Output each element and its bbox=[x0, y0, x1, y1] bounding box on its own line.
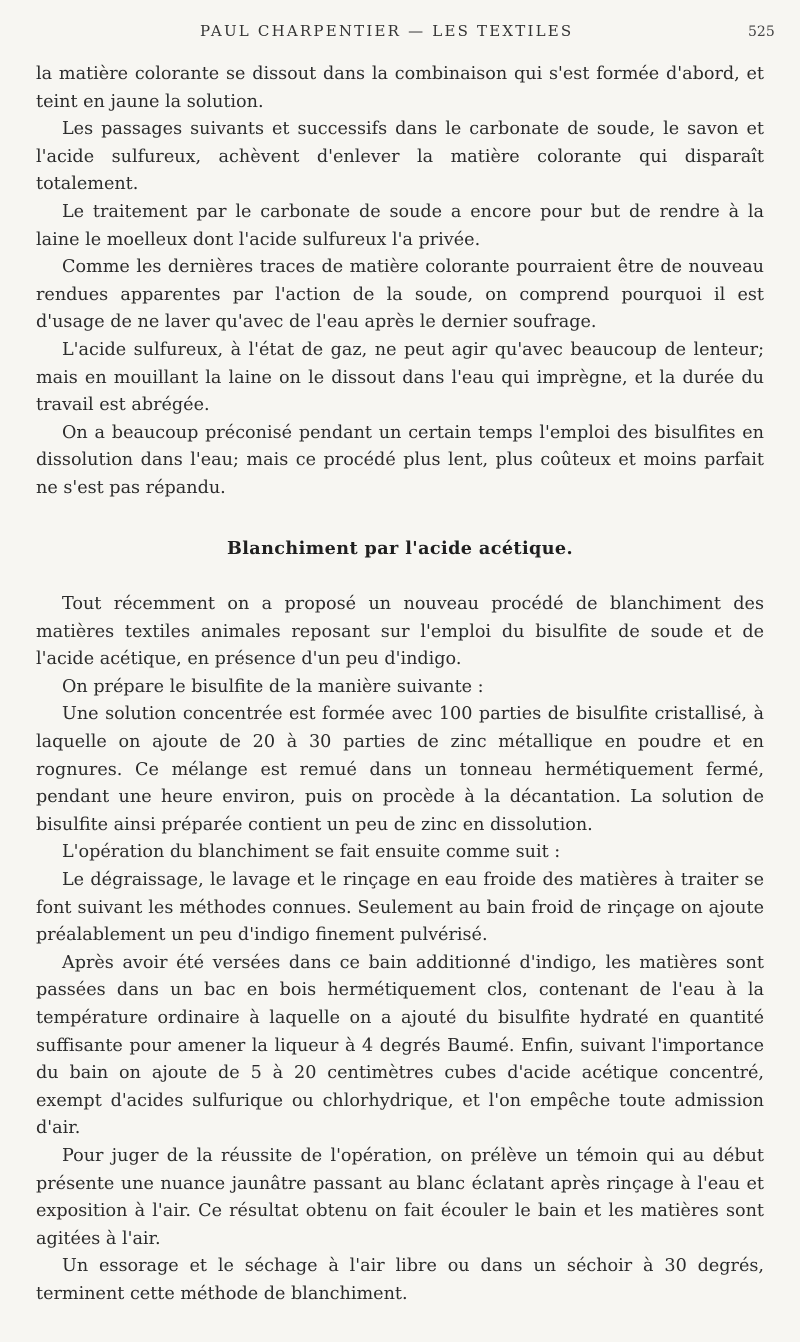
paragraph: L'acide sulfureux, à l'état de gaz, ne peut agir qu'avec beaucoup de lenteur; mais en mouillant la laine on le dissout dans l'eau qui imprègne, et la durée du travail est abrégée. bbox=[36, 339, 764, 416]
paragraph: Tout récemment on a proposé un nouveau procédé de blanchiment des matières textiles animales reposant sur l'emploi du bisulfite de soude et de l'acide acétique, en présence d'un peu d'indigo. bbox=[36, 594, 764, 670]
paragraph: Le traitement par le carbonate de soude a encore pour but de rendre à la laine le moelleux dont l'acide sulfureux l'a privée. bbox=[36, 201, 764, 250]
section-heading: Blanchiment par l'acide acétique. bbox=[226, 537, 574, 559]
paragraph: Après avoir été versées dans ce bain additionné d'indigo, les matières sont passées dans un bac en bois hermétiquement clos, contenant de l'eau à la température ordinaire à laquelle on a ajouté du bisulfite hydraté en quantité suffisante pour amener la liqueur à 4 degrés Baumé. Enfin, suivant l'importance du bain on ajoute de 5 à 20 centimètres cubes d'acide acétique concentré, exempt d'acides sulfurique ou chlorhydrique, et l'on empêche toute admission d'air. bbox=[36, 952, 764, 1139]
body-text bbox=[36, 61, 764, 1309]
paragraph: Comme les dernières traces de matière colorante pourraient être de nouveau rendues apparentes par l'action de la soude, on comprend pourquoi il est d'usage de ne laver qu'avec de l'eau après le dernier soufrage. bbox=[36, 257, 764, 333]
paragraph: Un essorage et le séchage à l'air libre ou dans un séchoir à 30 degrés, terminent cette méthode de blanchiment. bbox=[36, 1256, 764, 1304]
paragraph: la matière colorante se dissout dans la combinaison qui s'est formée d'abord, et teint en jaune la solution. bbox=[36, 64, 764, 112]
paragraph: Le dégraissage, le lavage et le rinçage en eau froide des matières à traiter se font suivant les méthodes connues. Seulement au bain froid de rinçage on ajoute préalablement un peu d'indigo finement pulvérisé. bbox=[36, 870, 764, 946]
paragraph: Les passages suivants et successifs dans le carbonate de soude, le savon et l'acide sulfureux, achèvent d'enlever la matière colorante qui disparaît totalement. bbox=[36, 119, 764, 195]
page-number: 525 bbox=[748, 24, 775, 40]
paragraph: Pour juger de la réussite de l'opération, on prélève un témoin qui au début présente une nuance jaunâtre passant au blanc éclatant après rinçage à l'eau et exposition à l'air. Ce résultat obtenu on fait écouler le bain et les matières sont agitées à l'air. bbox=[36, 1145, 764, 1249]
paragraph: Une solution concentrée est formée avec 100 parties de bisulfite cristallisé, à laquelle on ajoute de 20 à 30 parties de zinc métallique en poudre et en rognures. Ce mélange est remué dans un tonneau hermétiquement fermé, pendant une heure environ, puis on procède à la décantation. La solution de bisulfite ainsi préparée contient un peu de zinc en dissolution. bbox=[36, 704, 764, 835]
running-title: PAUL CHARPENTIER — LES TEXTILES bbox=[200, 22, 574, 40]
running-head bbox=[0, 22, 800, 46]
paragraph: On a beaucoup préconisé pendant un certain temps l'emploi des bisulfites en dissolution dans l'eau; mais ce procédé plus lent, plus coûteux et moins parfait ne s'est pas répandu. bbox=[36, 422, 764, 498]
paragraph: On prépare le bisulfite de la manière suivante : bbox=[62, 676, 484, 697]
paragraph: L'opération du blanchiment se fait ensuite comme suit : bbox=[62, 842, 561, 863]
